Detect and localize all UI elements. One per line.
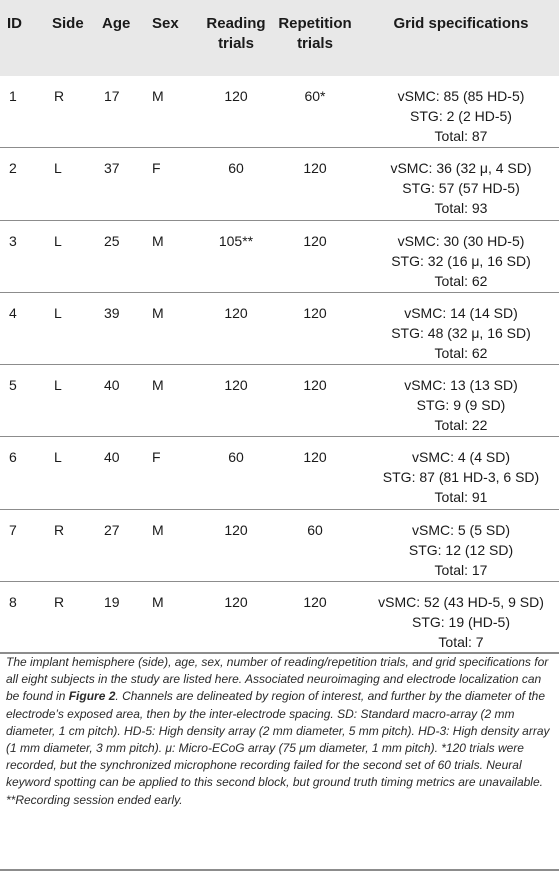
cell-grid-specifications (366, 231, 556, 291)
cell-sex: F (152, 160, 161, 177)
table-bottom-rule (0, 652, 559, 653)
header-side: Side (52, 15, 84, 32)
grid-spec-line: STG: 48 (32 μ, 16 SD) (391, 324, 531, 341)
cell-repetition-trials: 120 (303, 377, 327, 393)
grid-spec-line: STG: 57 (57 HD-5) (402, 180, 520, 197)
cell-id: 1 (9, 88, 17, 104)
cell-reading-trials: 120 (224, 377, 248, 393)
grid-spec-line: STG: 87 (81 HD-3, 6 SD) (382, 469, 540, 486)
cell-sex: M (152, 88, 164, 104)
cell-id: 2 (9, 160, 17, 177)
header-reading-line2: trials (218, 35, 254, 52)
cell-grid-specifications (366, 158, 556, 218)
grid-spec-line: vSMC: 30 (30 HD-5) (397, 232, 525, 249)
cell-reading-trials: 105** (218, 232, 254, 249)
cell-id: 6 (9, 449, 17, 466)
grid-spec-line: STG: 9 (9 SD) (416, 397, 506, 413)
header-repetition-line2: trials (297, 35, 333, 52)
cell-side: L (54, 232, 62, 249)
grid-spec-line: STG: 12 (12 SD) (408, 541, 514, 558)
grid-spec-line: vSMC: 4 (4 SD) (411, 449, 510, 466)
grid-spec-line: STG: 32 (16 μ, 16 SD) (391, 252, 531, 269)
table-footnote (6, 654, 551, 809)
cell-id: 8 (9, 593, 17, 610)
header-age: Age (102, 15, 131, 32)
cell-reading-trials: 120 (224, 521, 248, 538)
grid-spec-line: vSMC: 52 (43 HD-5, 9 SD) (378, 593, 544, 610)
cell-grid-specifications (366, 303, 556, 363)
cell-sex: M (152, 377, 164, 393)
cell-sex: M (152, 521, 164, 538)
cell-side: R (54, 593, 65, 610)
grid-spec-line: Total: 93 (434, 200, 488, 217)
table-row (0, 221, 559, 293)
cell-age: 40 (104, 377, 120, 393)
cell-reading-trials: 120 (224, 88, 248, 104)
grid-spec-line: vSMC: 85 (85 HD-5) (397, 88, 525, 104)
header-reading-trials (197, 14, 275, 54)
cell-repetition-trials: 120 (303, 304, 327, 321)
cell-sex: F (152, 449, 161, 466)
cell-id: 4 (9, 304, 17, 321)
cell-age: 25 (104, 232, 120, 249)
cell-repetition-trials: 120 (303, 160, 327, 177)
table-row (0, 365, 559, 437)
cell-side: L (54, 160, 62, 177)
grid-spec-line: vSMC: 5 (5 SD) (411, 521, 510, 538)
table-row (0, 437, 559, 509)
footnote-text-1: The implant hemisphere (side), age, sex, number of reading/repetition trials, and grid specifications for all eight subjects in the study are listed here. Associated neuroimaging and electrode localization can be found in (6, 655, 549, 704)
cell-age: 19 (104, 593, 120, 610)
cell-grid-specifications (366, 520, 556, 580)
cell-age: 40 (104, 449, 120, 466)
table-row (0, 293, 559, 365)
footnote-text-2: . Channels are delineated by region of interest, and further by the diameter of the electrode’s exposed area, then by the inter-electrode spacing. SD: Standard macro-array (2 mm diameter, 1 cm pitch). HD-5: High density array (2 mm diameter, 5 mm pitch). HD-3: High density array (1 mm diameter, 3 mm pitch). μ: Micro-ECoG array (75 μm diameter, 1 mm pitch). *120 trials were recorded, but the synchronized microphone recording failed for the second set of 60 trials. Neural keyword spotting can be applied to this second block, but ground truth timing metrics are unavailable. **Recording session ended early. (6, 689, 550, 807)
footnote-bottom-rule (0, 869, 559, 871)
cell-grid-specifications (366, 447, 556, 507)
cell-side: L (54, 449, 62, 466)
cell-side: L (54, 304, 62, 321)
figure-2-link[interactable]: Figure 2 (68, 689, 116, 704)
cell-repetition-trials: 120 (303, 449, 327, 466)
cell-age: 17 (104, 88, 120, 104)
cell-grid-specifications (366, 375, 556, 435)
header-grid-specifications: Grid specifications (393, 15, 529, 32)
cell-repetition-trials: 60* (304, 88, 326, 104)
cell-side: R (54, 88, 65, 104)
cell-reading-trials: 60 (228, 449, 244, 466)
header-id: ID (7, 15, 22, 32)
cell-repetition-trials: 120 (303, 593, 327, 610)
cell-age: 39 (104, 304, 120, 321)
cell-reading-trials: 60 (228, 160, 244, 177)
table-row (0, 76, 559, 148)
cell-side: R (54, 521, 65, 538)
cell-sex: M (152, 232, 164, 249)
header-reading-line1: Reading (206, 15, 266, 32)
table-header (0, 0, 559, 76)
cell-age: 37 (104, 160, 120, 177)
grid-spec-line: vSMC: 36 (32 μ, 4 SD) (390, 160, 532, 177)
cell-repetition-trials: 120 (303, 232, 327, 249)
cell-id: 3 (9, 232, 17, 249)
cell-sex: M (152, 304, 164, 321)
grid-spec-line: Total: 62 (434, 272, 488, 289)
grid-spec-line: Total: 91 (434, 489, 488, 506)
cell-side: L (54, 377, 62, 393)
table-row (0, 148, 559, 220)
header-repetition-trials (276, 14, 354, 54)
table-row (0, 582, 559, 654)
cell-id: 5 (9, 377, 17, 393)
cell-id: 7 (9, 521, 17, 538)
cell-sex: M (152, 593, 164, 610)
grid-spec-line: STG: 19 (HD-5) (411, 613, 510, 630)
header-repetition-line1: Repetition (278, 15, 352, 32)
grid-spec-line: Total: 62 (434, 344, 488, 361)
table-row (0, 510, 559, 582)
header-sex: Sex (152, 15, 179, 32)
cell-grid-specifications (366, 86, 556, 146)
cell-reading-trials: 120 (224, 593, 248, 610)
grid-spec-line: Total: 7 (438, 633, 484, 650)
cell-reading-trials: 120 (224, 304, 248, 321)
cell-age: 27 (104, 521, 120, 538)
grid-spec-line: Total: 17 (434, 561, 488, 578)
cell-grid-specifications (366, 592, 556, 652)
grid-spec-line: vSMC: 14 (14 SD) (404, 304, 518, 321)
grid-spec-line: Total: 87 (434, 128, 488, 144)
cell-repetition-trials: 60 (307, 521, 323, 538)
grid-spec-line: STG: 2 (2 HD-5) (410, 108, 512, 124)
grid-spec-line: vSMC: 13 (13 SD) (404, 377, 518, 393)
grid-spec-line: Total: 22 (434, 417, 488, 433)
